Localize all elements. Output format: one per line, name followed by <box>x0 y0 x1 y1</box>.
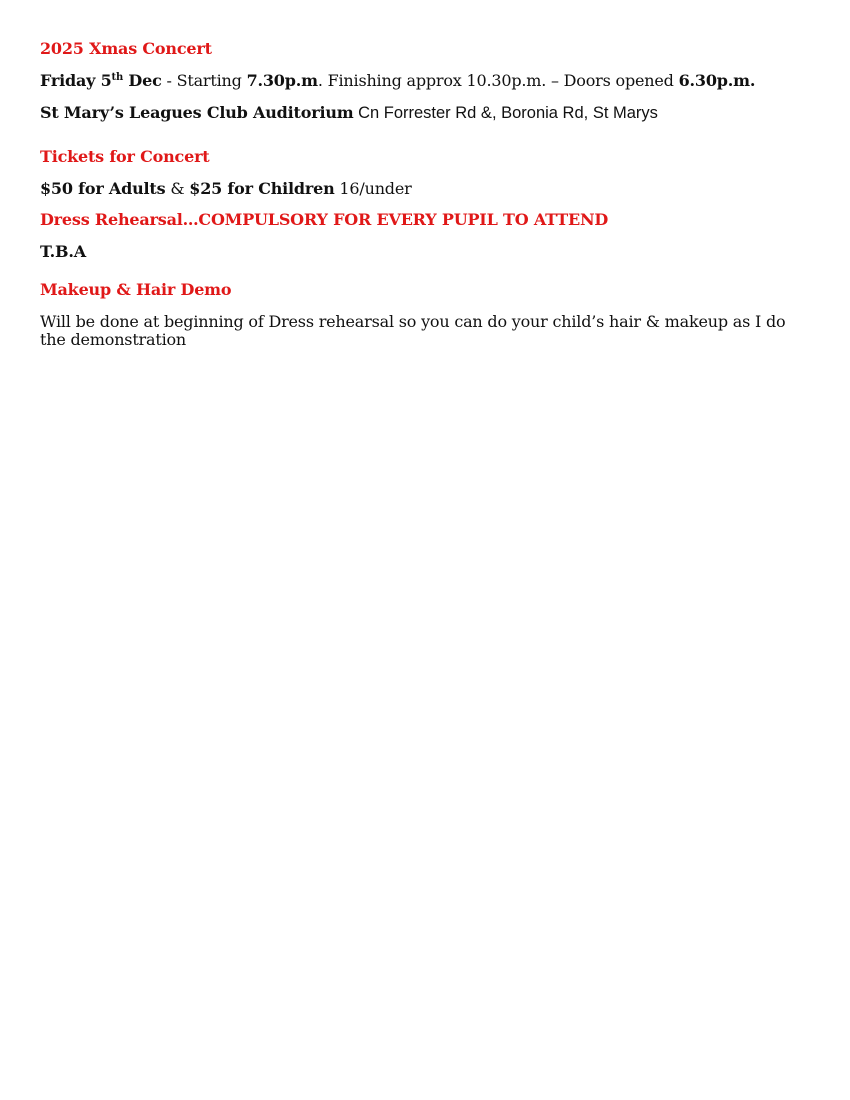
venue-name: St Mary’s Leagues Club Auditorium <box>40 103 354 122</box>
venue-address: Cn Forrester Rd &, Boronia Rd, St Marys <box>353 104 658 122</box>
concert-month: Dec <box>123 71 162 90</box>
makeup-description: Will be done at beginning of Dress rehearsal so you can do your child’s hair & makeup as I do the demonstration <box>40 312 786 349</box>
rehearsal-date: T.B.A <box>40 242 86 261</box>
price-joiner: & <box>165 179 190 198</box>
concert-day: Friday 5 <box>40 71 112 90</box>
concert-day-suffix: th <box>111 72 124 83</box>
child-price: $25 for Children <box>189 179 335 198</box>
finish-text: . Finishing approx 10.30p.m. – Doors opened <box>317 71 679 90</box>
start-time: 7.30p.m <box>246 71 318 90</box>
adult-price: $50 for Adults <box>40 179 166 198</box>
concert-heading: 2025 Xmas Concert <box>40 39 212 58</box>
tickets-line <box>40 179 412 198</box>
doors-time: 6.30p.m. <box>678 71 756 90</box>
makeup-heading: Makeup & Hair Demo <box>40 280 232 299</box>
tickets-heading: Tickets for Concert <box>40 147 210 166</box>
starting-prefix: - Starting <box>161 71 247 90</box>
rehearsal-heading: Dress Rehearsal…COMPULSORY FOR EVERY PUPIL TO ATTEND <box>40 210 609 229</box>
venue-line <box>40 103 658 123</box>
concert-date-line <box>40 71 755 90</box>
child-age-note: 16/under <box>334 179 412 198</box>
